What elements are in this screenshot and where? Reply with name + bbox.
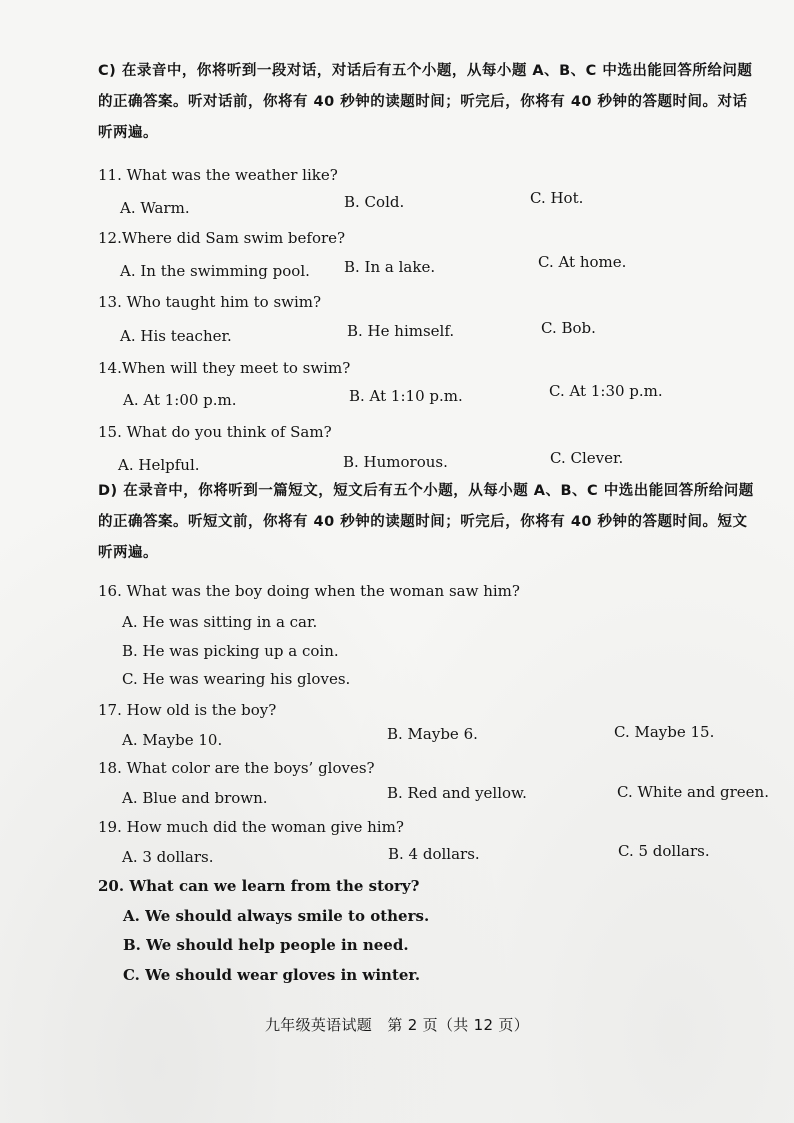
option-14-a: A. At 1:00 p.m. [123,391,237,409]
option-18-b: B. Red and yellow. [387,784,527,802]
option-11-b: B. Cold. [344,193,405,211]
option-13-b: B. He himself. [347,322,455,340]
question-16: 16. What was the boy doing when the woman saw him? [98,582,520,600]
option-18-c: C. White and green. [617,783,769,801]
option-17-a: A. Maybe 10. [122,731,223,749]
option-20-b: B. We should help people in need. [123,936,409,954]
option-13-c: C. Bob. [541,319,596,337]
section-d-instructions: D) 在录音中，你将听到一篇短文，短文后有五个小题，从每小题 A、B、C 中选出能回答所给问题的正确答案。听短文前，你将有 40 秒钟的读题时间；听完后，你将有 40 秒钟的答题时间。短文听两遍。 [98,483,754,561]
option-15-a: A. Helpful. [118,456,200,474]
option-19-b: B. 4 dollars. [388,845,480,863]
option-13-a: A. His teacher. [120,327,232,345]
option-16-c: C. He was wearing his gloves. [122,670,351,688]
question-20: 20. What can we learn from the story? [98,877,420,895]
option-16-b: B. He was picking up a coin. [122,642,339,660]
option-20-c: C. We should wear gloves in winter. [123,966,421,984]
option-14-b: B. At 1:10 p.m. [349,387,463,405]
question-11: 11. What was the weather like? [98,166,338,184]
option-12-a: A. In the swimming pool. [120,262,310,280]
question-13: 13. Who taught him to swim? [98,293,322,311]
option-12-b: B. In a lake. [344,258,436,276]
question-17: 17. How old is the boy? [98,701,277,719]
question-14: 14.When will they meet to swim? [98,359,351,377]
option-20-a: A. We should always smile to others. [123,907,430,925]
option-16-a: A. He was sitting in a car. [122,613,318,631]
question-15: 15. What do you think of Sam? [98,423,332,441]
option-17-c: C. Maybe 15. [614,723,715,741]
question-19: 19. How much did the woman give him? [98,818,404,836]
option-15-b: B. Humorous. [343,453,448,471]
option-14-c: C. At 1:30 p.m. [549,382,663,400]
option-11-a: A. Warm. [120,199,190,217]
option-11-c: C. Hot. [530,189,584,207]
page-footer: 九年级英语试题 第 2 页（共 12 页） [264,1016,529,1034]
question-18: 18. What color are the boys’ gloves? [98,759,375,777]
option-15-c: C. Clever. [550,449,624,467]
option-19-a: A. 3 dollars. [122,848,214,866]
option-12-c: C. At home. [538,253,627,271]
option-18-a: A. Blue and brown. [122,789,268,807]
question-12: 12.Where did Sam swim before? [98,229,346,247]
option-19-c: C. 5 dollars. [618,842,710,860]
section-c-instructions: C) 在录音中，你将听到一段对话，对话后有五个小题，从每小题 A、B、C 中选出能回答所给问题的正确答案。听对话前，你将有 40 秒钟的读题时间；听完后，你将有 40 秒钟的答题时间。对话听两遍。 [98,63,753,141]
option-17-b: B. Maybe 6. [387,725,478,743]
